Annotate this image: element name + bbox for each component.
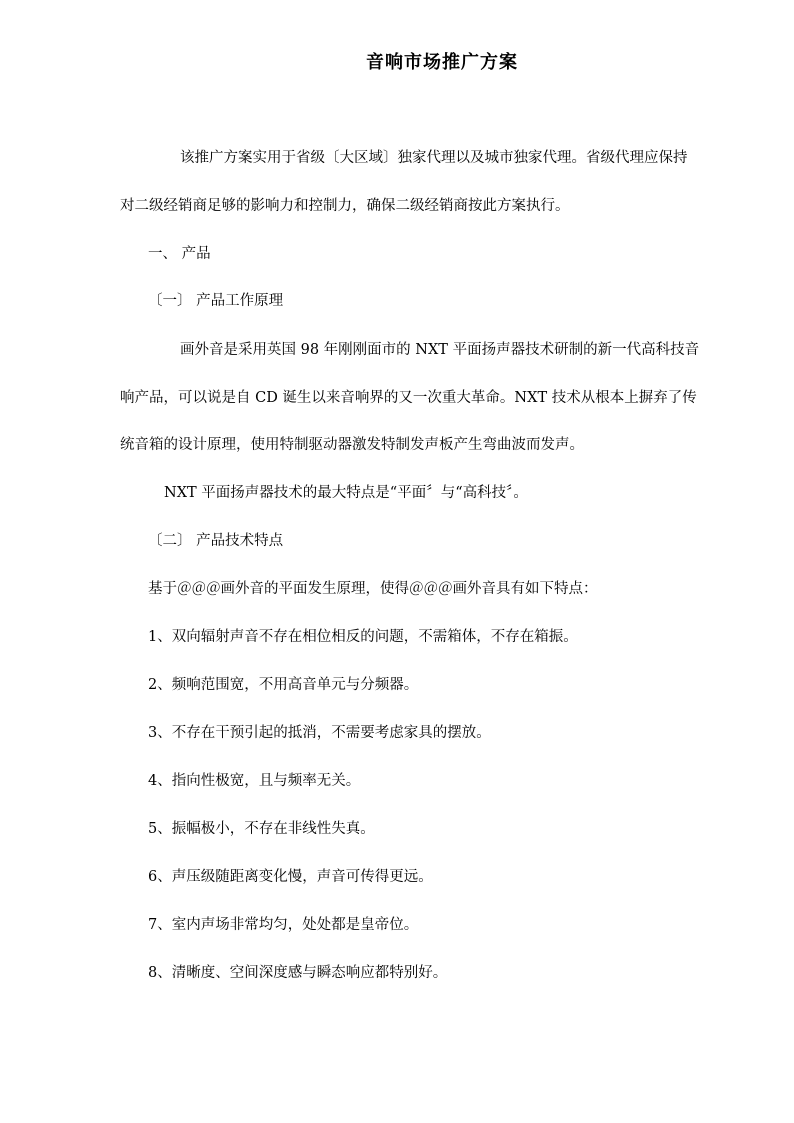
section-1-heading: 一、 产品 — [148, 246, 211, 262]
intro-line-2: 对二级经销商足够的影响力和控制力，确保二级经销商按此方案执行。 — [120, 198, 570, 214]
document-title: 音响市场推广方案 — [366, 52, 518, 73]
feature-item: 1、双向辐射声音不存在相位相反的问题，不需箱体，不存在箱振。 — [148, 629, 578, 645]
principle-line-3: 统音箱的设计原理，使用特制驱动器激发特制发声板产生弯曲波而发声。 — [120, 437, 584, 453]
feature-item: 5、振幅极小，不存在非线性失真。 — [148, 821, 375, 837]
subsection-2-heading: 〔二〕 产品技术特点 — [148, 533, 284, 549]
features-lead: 基于＠＠＠画外音的平面发生原理，使得＠＠＠画外音具有如下特点： — [148, 581, 598, 597]
feature-item: 4、指向性极宽，且与频率无关。 — [148, 773, 361, 789]
feature-item: 8、清晰度、空间深度感与瞬态响应都特别好。 — [148, 965, 448, 981]
intro-line-1: 该推广方案实用于省级〔大区域〕独家代理以及城市独家代理。省级代理应保持 — [180, 150, 688, 166]
principle-line-4: NXT 平面扬声器技术的最大特点是“平面〞与“高科技〞。 — [164, 485, 528, 501]
principle-line-2: 响产品，可以说是自 CD 诞生以来音响界的又一次重大革命。NXT 技术从根本上摒弃了传 — [120, 390, 697, 406]
subsection-1-heading: 〔一〕 产品工作原理 — [148, 293, 284, 309]
feature-item: 6、声压级随距离变化慢，声音可传得更远。 — [148, 869, 433, 885]
feature-item: 2、频响范围宽，不用高音单元与分频器。 — [148, 677, 419, 693]
principle-line-1: 画外音是采用英国 98 年刚刚面市的 NXT 平面扬声器技术研制的新一代高科技音 — [180, 342, 700, 358]
feature-item: 3、不存在干预引起的抵消，不需要考虑家具的摆放。 — [148, 725, 491, 741]
feature-item: 7、室内声场非常均匀，处处都是皇帝位。 — [148, 917, 419, 933]
